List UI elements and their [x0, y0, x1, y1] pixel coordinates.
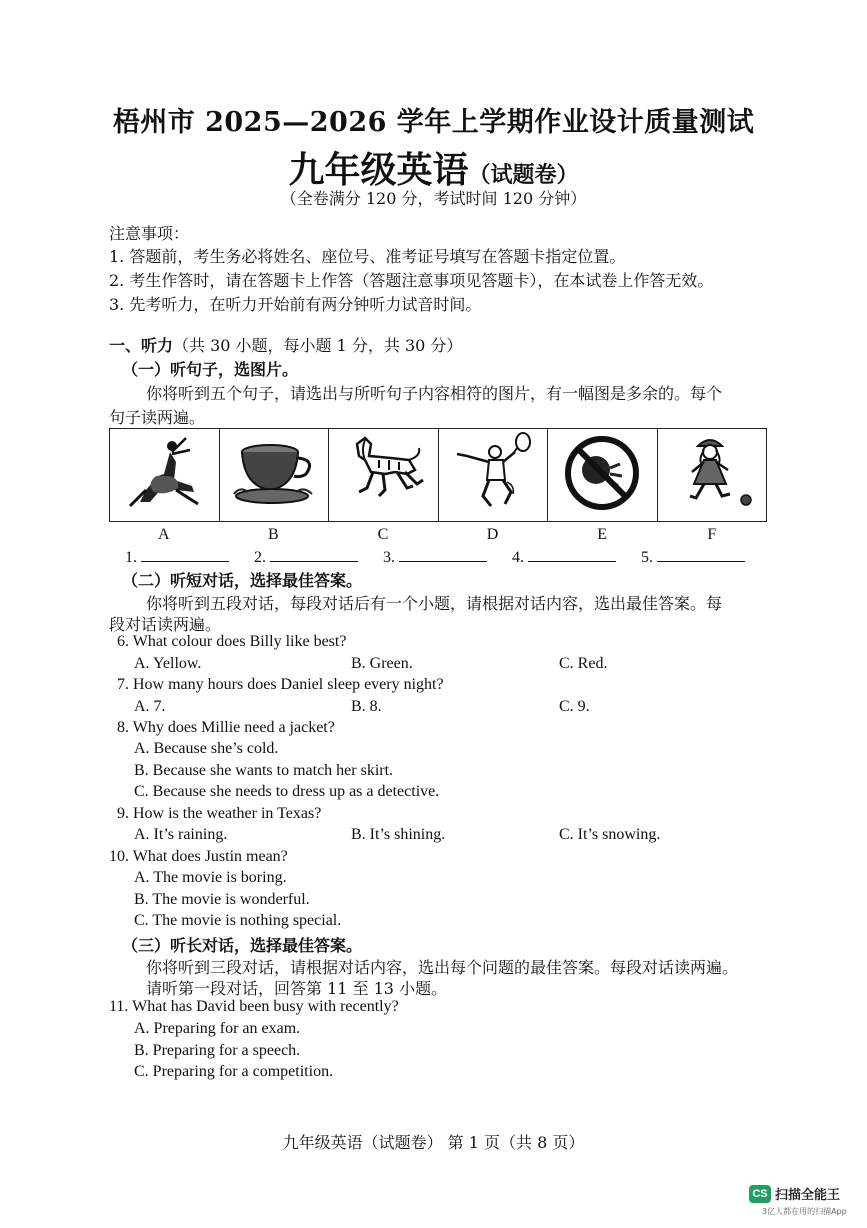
notice-item-2: 2. 考生作答时，请在答题卡上作答（答题注意事项见答题卡），在本试卷上作答无效。 — [109, 271, 714, 290]
q11-option-c[interactable]: C. Preparing for a competition. — [134, 1063, 334, 1080]
section2-instruction-2: 段对话读两遍。 — [109, 615, 222, 634]
part1-note: （共 30 小题，每小题 1 分，共 30 分） — [173, 336, 463, 355]
question-7: 7. How many hours does Daniel sleep every night? — [117, 676, 444, 693]
notice-item-3: 3. 先考听力，在听力开始前有两分钟听力试音时间。 — [109, 295, 482, 314]
q8-option-b[interactable]: B. Because she wants to match her skirt. — [134, 762, 394, 779]
answer-blank[interactable]: 4. — [512, 547, 616, 567]
q10-option-c[interactable]: C. The movie is nothing special. — [134, 912, 342, 929]
teacup-icon — [226, 430, 322, 516]
subject-name: 九年级英语 — [288, 149, 469, 191]
q6-option-a[interactable]: A. Yellow. — [134, 655, 202, 672]
answer-blank[interactable]: 3. — [383, 547, 487, 567]
scanner-tagline: 3亿人都在用的扫描App — [762, 1207, 847, 1216]
q9-option-a[interactable]: A. It’s raining. — [134, 826, 228, 843]
q9-option-c[interactable]: C. It’s snowing. — [559, 826, 661, 843]
picture-b — [219, 429, 329, 522]
exam-title: 梧州市 2025—2026 学年上学期作业设计质量测试 — [112, 107, 755, 138]
q7-option-a[interactable]: A. 7. — [134, 698, 166, 715]
picture-letter-f: F — [707, 526, 717, 543]
q8-option-c[interactable]: C. Because she needs to dress up as a detective. — [134, 783, 440, 800]
part1-title: 一、听力 — [109, 336, 174, 355]
section3-instruction-1: 你将听到三段对话，请根据对话内容，选出每个问题的最佳答案。每段对话读两遍。 — [146, 958, 739, 977]
q6-option-c[interactable]: C. Red. — [559, 655, 608, 672]
carousel-horse-icon — [335, 430, 431, 516]
section3-heading: （三）听长对话，选择最佳答案。 — [122, 936, 363, 955]
picture-e — [548, 429, 658, 522]
no-shouting-sign-icon — [554, 430, 650, 516]
q10-option-a[interactable]: A. The movie is boring. — [134, 869, 287, 886]
notice-heading: 注意事项： — [109, 224, 190, 243]
section3-instruction-2: 请听第一段对话，回答第 11 至 13 小题。 — [146, 979, 448, 998]
picture-c — [329, 429, 439, 522]
picture-a — [110, 429, 220, 522]
q9-option-b[interactable]: B. It’s shining. — [351, 826, 446, 843]
picture-letter-a: A — [158, 526, 170, 543]
section2-instruction-1: 你将听到五段对话，每段对话后有一个小题，请根据对话内容，选出最佳答案。每 — [146, 594, 723, 613]
q11-option-a[interactable]: A. Preparing for an exam. — [134, 1020, 301, 1037]
subject-suffix: （试题卷） — [468, 162, 579, 188]
picture-letter-e: E — [597, 526, 608, 543]
question-9: 9. How is the weather in Texas? — [117, 805, 322, 822]
picture-d — [438, 429, 548, 522]
section1-instruction-1: 你将听到五个句子，请选出与所听句子内容相符的图片，有一幅图是多余的。每个 — [146, 384, 723, 403]
camscanner-logo-icon: CS — [749, 1185, 771, 1203]
section2-heading: （二）听短对话，选择最佳答案。 — [122, 571, 363, 590]
scanner-app-name: 扫描全能王 — [775, 1188, 841, 1203]
picture-letter-d: D — [486, 526, 499, 543]
answer-blank[interactable]: 5. — [641, 547, 745, 567]
answer-blanks — [125, 547, 770, 567]
notice-item-1: 1. 答题前，考生务必将姓名、座位号、准考证号填写在答题卡指定位置。 — [109, 247, 626, 266]
q8-option-a[interactable]: A. Because she’s cold. — [134, 740, 279, 757]
picture-letters — [109, 526, 767, 544]
question-6: 6. What colour does Billy like best? — [117, 633, 347, 650]
girl-playing-icon — [664, 430, 760, 516]
picture-letter-b: B — [268, 526, 279, 543]
q10-option-b[interactable]: B. The movie is wonderful. — [134, 891, 310, 908]
section1-instruction-2: 句子读两遍。 — [109, 408, 206, 427]
score-note: （全卷满分 120 分，考试时间 120 分钟） — [280, 189, 587, 208]
q7-option-b[interactable]: B. 8. — [351, 698, 382, 715]
answer-blank[interactable]: 2. — [254, 547, 358, 567]
question-10: 10. What does Justin mean? — [109, 848, 288, 865]
question-8: 8. Why does Millie need a jacket? — [117, 719, 335, 736]
scanner-watermark — [749, 1184, 840, 1203]
question-11: 11. What has David been busy with recently? — [109, 998, 399, 1015]
part1-heading — [109, 333, 462, 356]
section1-heading: （一）听句子，选图片。 — [122, 360, 299, 379]
picture-f — [657, 429, 767, 522]
q7-option-c[interactable]: C. 9. — [559, 698, 590, 715]
ballerina-icon — [116, 430, 212, 516]
badminton-player-icon — [445, 430, 541, 516]
picture-letter-c: C — [377, 526, 389, 543]
q6-option-b[interactable]: B. Green. — [351, 655, 413, 672]
q11-option-b[interactable]: B. Preparing for a speech. — [134, 1042, 301, 1059]
answer-blank[interactable]: 1. — [125, 547, 229, 567]
page-footer: 九年级英语（试题卷） 第 1 页（共 8 页） — [282, 1133, 585, 1152]
picture-table — [109, 428, 767, 522]
